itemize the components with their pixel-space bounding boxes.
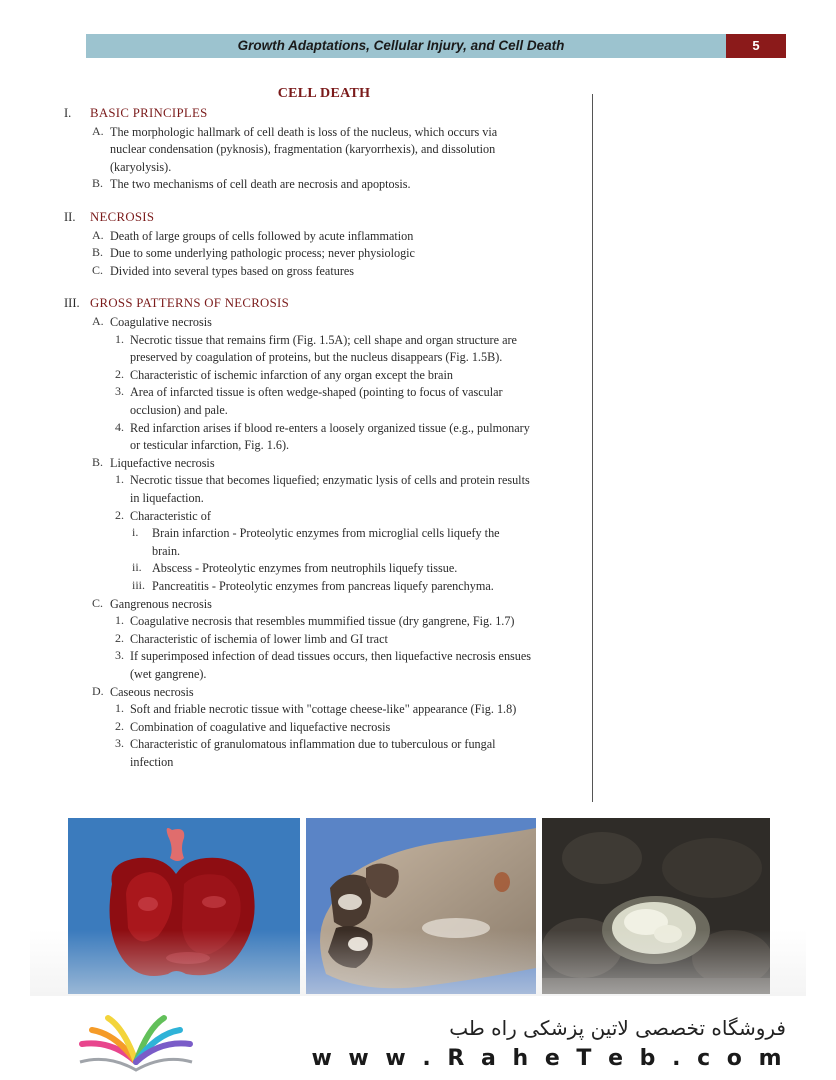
item-marker: A. bbox=[92, 314, 104, 328]
subitem-text-line: in liquefaction. bbox=[130, 491, 204, 505]
subitem-marker: ii. bbox=[132, 560, 142, 575]
subitem-text-line: brain. bbox=[152, 543, 181, 558]
page-number-badge bbox=[726, 34, 786, 58]
subitem-marker: 2. bbox=[115, 507, 124, 522]
item-marker: B. bbox=[92, 245, 104, 260]
subitem-text-line: Characteristic of bbox=[130, 508, 211, 523]
running-header-title: Growth Adaptations, Cellular Injury, and Cell Death bbox=[237, 38, 565, 53]
item-text-line: nuclear condensation (pyknosis), fragmentation (karyorrhexis), and dissolution bbox=[110, 142, 496, 157]
column-divider bbox=[592, 94, 593, 802]
item-text-line: Coagulative necrosis bbox=[110, 315, 212, 329]
subitem-marker: 1. bbox=[115, 613, 124, 628]
subitem-marker: 2. bbox=[115, 630, 124, 645]
item-marker: D. bbox=[92, 683, 104, 698]
section-heading: BASIC PRINCIPLES bbox=[90, 105, 208, 120]
subitem-marker: 2. bbox=[115, 366, 124, 381]
subitem-text-line: Pancreatitis - Proteolytic enzymes from pancreas liquefy parenchyma. bbox=[152, 579, 494, 593]
subitem-marker: 3. bbox=[115, 648, 124, 663]
subitem-text-line: Abscess - Proteolytic enzymes from neutrophils liquefy tissue. bbox=[152, 561, 458, 576]
item-text-line: Liquefactive necrosis bbox=[110, 455, 215, 470]
subitem-text-line: If superimposed infection of dead tissues occurs, then liquefactive necrosis ensues bbox=[130, 649, 532, 664]
page-number: 5 bbox=[752, 38, 760, 53]
footer-store-name: فروشگاه تخصصی لاتین پزشکی راه طب bbox=[449, 1016, 786, 1040]
subitem-text-line: Necrotic tissue that becomes liquefied; enzymatic lysis of cells and protein results bbox=[130, 473, 530, 488]
header-bar bbox=[86, 34, 726, 58]
item-text-line: The morphologic hallmark of cell death is loss of the nucleus, which occurs via bbox=[110, 124, 498, 139]
subitem-marker: 2. bbox=[115, 718, 124, 733]
subitem-text-line: infection bbox=[130, 755, 174, 769]
subitem-text-line: Characteristic of granulomatous inflammation due to tuberculous or fungal bbox=[130, 737, 496, 752]
subitem-text-line: Characteristic of ischemic infarction of any organ except the brain bbox=[130, 367, 453, 382]
subitem-marker: i. bbox=[132, 525, 139, 540]
item-marker: C. bbox=[92, 262, 104, 277]
item-marker: C. bbox=[92, 595, 104, 610]
section-heading: NECROSIS bbox=[90, 209, 155, 224]
subitem-text-line: Characteristic of ischemia of lower limb and GI tract bbox=[130, 631, 388, 646]
footer-banner bbox=[0, 1000, 836, 1080]
subitem-text-line: occlusion) and pale. bbox=[130, 403, 228, 417]
item-text-line: Caseous necrosis bbox=[110, 684, 194, 699]
subitem-text-line: Coagulative necrosis that resembles mummified tissue (dry gangrene, Fig. 1.7) bbox=[130, 614, 515, 629]
section-heading: GROSS PATTERNS OF NECROSIS bbox=[90, 295, 289, 310]
subitem-text-line: Soft and friable necrotic tissue with "cottage cheese-like" appearance (Fig. 1.8) bbox=[130, 702, 517, 717]
section-number: II. bbox=[64, 210, 76, 224]
item-text-line: Divided into several types based on gross features bbox=[110, 263, 355, 278]
subitem-text-line: or testicular infarction, Fig. 1.6). bbox=[130, 438, 290, 453]
subitem-text-line: Brain infarction - Proteolytic enzymes from microglial cells liquefy the bbox=[152, 526, 500, 541]
subitem-text-line: Necrotic tissue that remains firm (Fig. 1.5A); cell shape and organ structure are bbox=[130, 332, 517, 347]
item-marker: A. bbox=[92, 227, 104, 242]
subitem-text-line: (wet gangrene). bbox=[130, 667, 207, 681]
section-number: III. bbox=[64, 296, 80, 311]
subitem-marker: 4. bbox=[115, 419, 124, 434]
item-text-line: Death of large groups of cells followed by acute inflammation bbox=[110, 228, 414, 243]
item-text-line: Gangrenous necrosis bbox=[110, 596, 212, 611]
item-text-line: The two mechanisms of cell death are necrosis and apoptosis. bbox=[110, 177, 411, 192]
item-marker: B. bbox=[92, 176, 104, 191]
subitem-text-line: Combination of coagulative and liquefactive necrosis bbox=[130, 719, 391, 734]
subitem-marker: 1. bbox=[115, 472, 124, 487]
subitem-marker: 1. bbox=[115, 331, 124, 346]
page-title: CELL DEATH bbox=[277, 86, 371, 101]
subitem-marker: 3. bbox=[115, 736, 124, 751]
section-number: I. bbox=[64, 106, 72, 120]
subitem-text-line: Area of infarcted tissue is often wedge-shaped (pointing to focus of vascular bbox=[130, 385, 503, 400]
subitem-text-line: preserved by coagulation of proteins, but the nucleus disappears (Fig. 1.5B). bbox=[130, 350, 503, 365]
footer-website-url: w w w . R a h e T e b . c o m bbox=[311, 1046, 786, 1071]
subitem-text-line: Red infarction arises if blood re-enters a loosely organized tissue (e.g., pulmonary bbox=[130, 420, 530, 435]
item-text-line: (karyolysis). bbox=[110, 159, 172, 174]
subitem-marker: 3. bbox=[115, 384, 124, 399]
figure-fade-overlay bbox=[30, 930, 806, 996]
subitem-marker: 1. bbox=[115, 701, 124, 716]
item-marker: B. bbox=[92, 454, 104, 469]
open-book-logo-icon bbox=[72, 1010, 200, 1076]
item-marker: A. bbox=[92, 123, 104, 138]
subitem-marker: iii. bbox=[132, 578, 146, 592]
item-text-line: Due to some underlying pathologic process; never physiologic bbox=[110, 246, 415, 261]
